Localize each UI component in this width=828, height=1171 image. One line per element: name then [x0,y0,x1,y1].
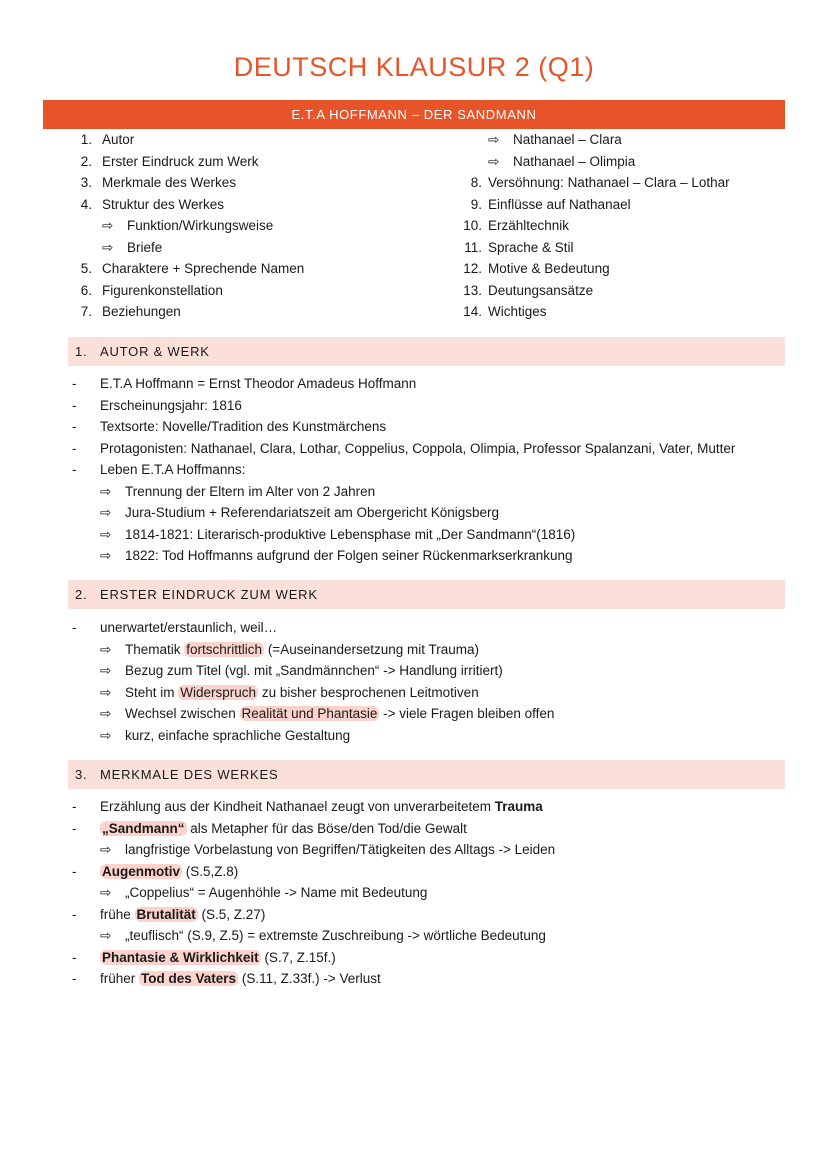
highlighted-term: Realität und Phantasie [241,706,378,721]
bullet-item [72,617,792,639]
dash-bullet: - [72,863,77,879]
toc-item [72,280,442,302]
text-fragment: Trauma [494,799,543,814]
toc-subitem-label: Nathanael – Olimpia [513,153,636,169]
bullet-text [125,481,375,503]
toc-label: Figurenkonstellation [102,282,223,298]
sub-bullet-item [72,502,792,524]
table-of-contents-left [72,129,442,323]
toc-subitem-label: Funktion/Wirkungsweise [127,218,274,233]
section-title: ERSTER EINDRUCK ZUM WERK [100,587,318,602]
text-fragment: frühe [100,906,135,922]
text-fragment: Erscheinungsjahr: 1816 [100,397,242,413]
highlighted-term: Phantasie & Wirklichkeit [102,949,259,965]
dash-bullet: - [72,906,77,922]
text-fragment: kurz, einfache sprachliche Gestaltung [125,727,351,743]
arrow-icon: ⇨ [100,928,112,943]
toc-item [72,215,442,237]
bullet-text [125,524,575,546]
bullet-item [72,395,792,417]
bullet-text [125,703,554,725]
text-fragment: Thematik [125,641,185,657]
toc-item [72,151,442,173]
toc-label: Beziehungen [102,304,181,319]
toc-number: 12. [463,261,482,276]
arrow-icon: ⇨ [100,842,112,857]
text-fragment: (=Auseinandersetzung mit Trauma) [264,641,480,657]
dash-bullet: - [72,440,77,456]
sub-bullet-item [72,682,792,704]
bullet-item [72,947,792,969]
table-of-contents-right [462,129,792,323]
text-fragment: Protagonisten: Nathanael, Clara, Lothar, Coppelius, Coppola, Olimpia, Professor Spalanzani, Vater, Mutter [100,440,736,456]
text-fragment: Steht im [125,684,179,700]
toc-label: Versöhnung: Nathanael – Clara – Lothar [488,175,730,190]
bullet-text [100,373,416,395]
sub-bullet-item [72,839,792,861]
sub-bullet-item [72,481,792,503]
arrow-icon: ⇨ [100,663,112,678]
arrow-icon: ⇨ [102,239,114,255]
toc-item [462,129,792,151]
sub-bullet-item [72,703,792,725]
bullet-text [100,947,336,969]
toc-item [462,301,792,323]
toc-subitem-label: Briefe [127,239,163,255]
bullet-text [125,660,503,682]
toc-item [72,172,442,194]
toc-label: Motive & Bedeutung [488,261,610,276]
arrow-icon: ⇨ [100,483,112,499]
toc-number: 8. [470,175,482,190]
toc-number: 2. [80,153,92,169]
dash-bullet: - [72,376,77,391]
text-fragment: Trennung der Eltern im Alter von 2 Jahren [125,483,376,499]
section-number: 1. [75,344,88,359]
toc-number: 5. [80,261,92,276]
text-fragment: (S.5, Z.27) [197,906,266,922]
section-header-3 [68,760,785,789]
dash-bullet: - [72,462,77,477]
section-title: MERKMALE DES WERKES [100,767,279,782]
bullet-text [100,818,467,840]
toc-number: 14. [463,304,482,319]
toc-label: Merkmale des Werkes [102,175,237,190]
bullet-text [100,861,238,883]
dash-bullet: - [72,620,77,635]
text-fragment: -> viele Fragen bleiben offen [379,706,555,721]
bullet-item [72,861,792,883]
arrow-icon: ⇨ [100,526,112,542]
bullet-text [100,904,265,926]
bullet-text [125,545,573,567]
sub-bullet-item [72,925,792,947]
arrow-icon: ⇨ [102,218,114,233]
bullet-text [100,416,386,438]
text-fragment: früher [100,971,140,986]
toc-item [462,194,792,216]
toc-label: Autor [102,132,135,147]
dash-bullet: - [72,949,77,965]
bullet-text [100,796,543,818]
highlighted-term: Augenmotiv [102,863,181,879]
toc-item [462,215,792,237]
toc-label: Erster Eindruck zum Werk [102,153,259,169]
toc-number: 9. [470,196,482,212]
dash-bullet: - [72,397,77,413]
highlighted-term: Tod des Vaters [141,971,237,986]
text-fragment: 1814-1821: Literarisch-produktive Lebensphase mit „Der Sandmann“(1816) [125,526,576,542]
toc-number: 3. [80,175,92,190]
sub-bullet-item [72,639,792,661]
sub-bullet-item [72,725,792,747]
toc-item [462,280,792,302]
page-title: DEUTSCH KLAUSUR 2 (Q1) [233,52,595,82]
bullet-text [100,459,245,481]
bullet-item [72,904,792,926]
toc-label: Sprache & Stil [488,239,574,255]
toc-label: Erzähltechnik [488,218,570,233]
section-title: AUTOR & WERK [100,344,210,359]
sub-bullet-item [72,524,792,546]
arrow-icon: ⇨ [100,706,112,721]
toc-label: Deutungsansätze [488,282,594,298]
section-body-3 [72,796,792,990]
dash-bullet: - [72,971,77,986]
text-fragment: als Metapher für das Böse/den Tod/die Gewalt [186,820,467,836]
toc-number: 1. [80,132,92,147]
toc-label: Wichtiges [488,304,547,319]
section-body-1 [72,373,792,567]
text-fragment: zu bisher besprochenen Leitmotiven [258,684,479,700]
section-body-2 [72,617,792,746]
text-fragment: unerwartet/erstaunlich, weil… [100,620,278,635]
text-fragment: (S.7, Z.15f.) [260,949,336,965]
bullet-item [72,416,792,438]
highlighted-term: „Sandmann“ [102,820,185,836]
toc-number: 4. [80,196,92,212]
toc-number: 13. [463,282,482,298]
bullet-text [125,639,479,661]
sub-bullet-item [72,545,792,567]
bullet-text [125,682,479,704]
toc-number: 6. [80,282,92,298]
text-fragment: Erzählung aus der Kindheit Nathanael zeugt von unverarbeitetem [100,799,495,814]
bullet-item [72,438,792,460]
text-fragment: Textsorte: Novelle/Tradition des Kunstmärchens [100,419,387,434]
section-header-1 [68,337,785,366]
toc-number: 11. [464,239,482,255]
bullet-item [72,373,792,395]
arrow-icon: ⇨ [100,641,112,657]
highlighted-term: Brutalität [136,906,196,922]
dash-bullet: - [72,820,77,836]
section-number: 2. [75,587,88,602]
toc-item [462,237,792,259]
toc-item [462,258,792,280]
toc-item [72,237,442,259]
subject-banner: E.T.A HOFFMANN – DER SANDMANN [43,100,785,129]
toc-subitem-label: Nathanael – Clara [513,132,622,147]
bullet-text [125,502,499,524]
toc-label: Einflüsse auf Nathanael [488,196,631,212]
bullet-item [72,968,792,990]
arrow-icon: ⇨ [488,132,500,147]
toc-item [72,129,442,151]
text-fragment: (S.11, Z.33f.) -> Verlust [238,971,381,986]
arrow-icon: ⇨ [100,885,112,900]
toc-label: Struktur des Werkes [102,196,225,212]
arrow-icon: ⇨ [488,153,500,169]
toc-label: Charaktere + Sprechende Namen [102,261,305,276]
arrow-icon: ⇨ [100,684,112,700]
bullet-item [72,796,792,818]
text-fragment: 1822: Tod Hoffmanns aufgrund der Folgen seiner Rückenmarkserkrankung [125,548,573,563]
text-fragment: Bezug zum Titel (vgl. mit „Sandmännchen“ -> Handlung irritiert) [125,663,503,678]
text-fragment: (S.5,Z.8) [182,863,239,879]
toc-item [72,301,442,323]
highlighted-term: Widerspruch [180,684,257,700]
text-fragment: langfristige Vorbelastung von Begriffen/Tätigkeiten des Alltags -> Leiden [125,842,556,857]
toc-item [462,151,792,173]
text-fragment: E.T.A Hoffmann = Ernst Theodor Amadeus Hoffmann [100,376,417,391]
arrow-icon: ⇨ [100,505,112,520]
sub-bullet-item [72,660,792,682]
toc-item [72,194,442,216]
bullet-text [125,882,427,904]
toc-number: 10. [463,218,482,233]
text-fragment: Wechsel zwischen [125,706,240,721]
text-fragment: „teuflisch“ (S.9, Z.5) = extremste Zuschreibung -> wörtliche Bedeutung [125,928,546,943]
highlighted-term: fortschrittlich [186,641,263,657]
section-number: 3. [75,767,88,782]
toc-item [72,258,442,280]
dash-bullet: - [72,799,77,814]
bullet-text [100,968,381,990]
bullet-item [72,459,792,481]
text-fragment: Leben E.T.A Hoffmanns: [100,462,246,477]
text-fragment: „Coppelius“ = Augenhöhle -> Name mit Bedeutung [125,885,428,900]
toc-item [462,172,792,194]
bullet-text [100,617,277,639]
arrow-icon: ⇨ [100,548,112,563]
bullet-text [125,725,350,747]
section-header-2 [68,580,785,609]
bullet-text [125,839,555,861]
arrow-icon: ⇨ [100,727,112,743]
bullet-text [100,438,735,460]
toc-number: 7. [80,304,92,319]
text-fragment: Jura-Studium + Referendariatszeit am Obergericht Königsberg [125,505,500,520]
sub-bullet-item [72,882,792,904]
bullet-text [100,395,242,417]
bullet-item [72,818,792,840]
bullet-text [125,925,546,947]
dash-bullet: - [72,419,77,434]
